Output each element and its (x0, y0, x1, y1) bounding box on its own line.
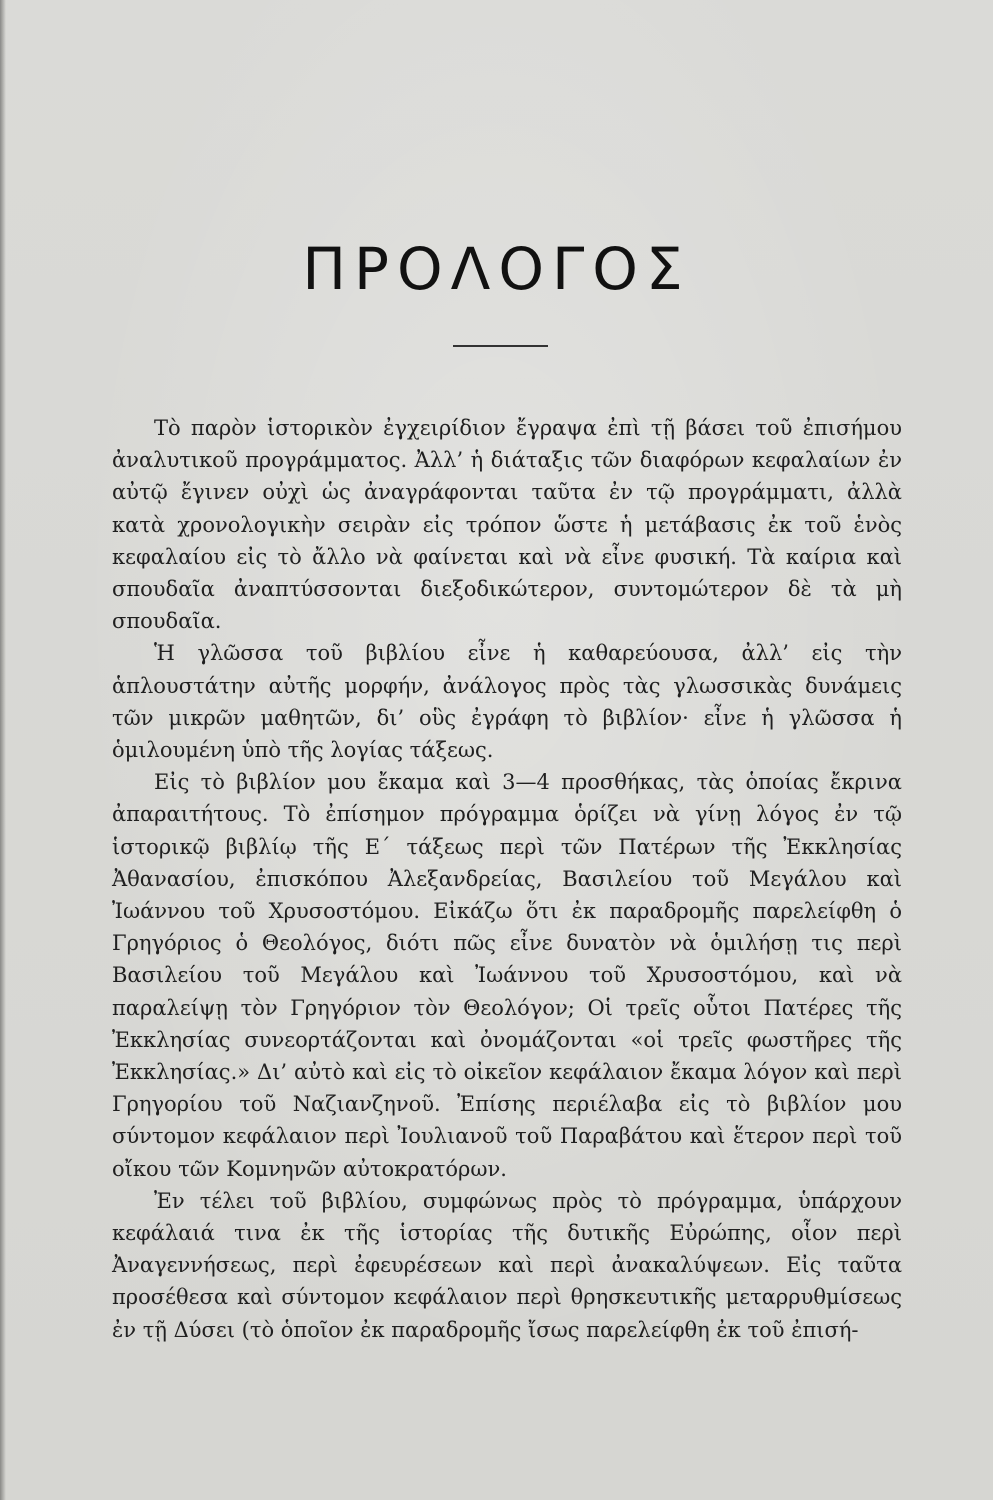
paragraph-2: Ἡ γλῶσσα τοῦ βιβλίου εἶνε ἡ καθαρεύουσα, ἀλλ’ εἰς τὴν ἁπλουστάτην αὐτῆς μορφήν, ἀνάλογος πρὸς τὰς γλωσσικὰς δυνάμεις τῶν μικρῶν μαθητῶν, δι’ οὓς ἐγράφη τὸ βιβλίον· εἶνε ἡ γλῶσσα ἡ ὁμιλουμένη ὑπὸ τῆς λογίας τάξεως. (112, 641, 902, 763)
paragraph-3: Εἰς τὸ βιβλίον μου ἔκαμα καὶ 3—4 προσθήκας, τὰς ὁποίας ἔκρινα ἀπαραιτήτους. Τὸ ἐπίσημον πρόγραμμα ὁρίζει νὰ γίνῃ λόγος ἐν τῷ ἱστορικῷ βιβλίῳ τῆς Ε΄ τάξεως περὶ τῶν Πατέρων τῆς Ἐκκλησίας Ἀθανασίου, ἐπισκόπου Ἀλεξανδρείας, Βασιλείου τοῦ Μεγάλου καὶ Ἰωάννου τοῦ Χρυσοστόμου. Εἰκάζω ὅτι ἐκ παραδρομῆς παρελείφθη ὁ Γρηγόριος ὁ Θεολόγος, διότι πῶς εἶνε δυνατὸν νὰ ὁμιλήσῃ τις περὶ Βασιλείου τοῦ Μεγάλου καὶ Ἰωάννου τοῦ Χρυσοστόμου, καὶ νὰ παραλείψῃ τὸν Γρηγόριον τὸν Θεολόγον; Οἱ τρεῖς οὗτοι Πατέρες τῆς Ἐκκλησίας συνεορτάζονται καὶ ὀνομάζονται «οἱ τρεῖς φωστῆρες τῆς Ἐκκλησίας.» Δι’ αὐτὸ καὶ εἰς τὸ οἰκεῖον κεφάλαιον ἔκαμα λόγον καὶ περὶ Γρηγορίου τοῦ Ναζιανζηνοῦ. Ἐπίσης περιέλαβα εἰς τὸ βιβλίον μου σύντομον κεφάλαιον περὶ Ἰουλιανοῦ τοῦ Παραβάτου καὶ ἕτερον περὶ τοῦ οἴκου τῶν Κομνηνῶν αὐτοκρατόρων. (112, 770, 902, 1181)
page-left-edge-shadow (0, 0, 6, 1500)
page-title: ΠΡΟΛΟΓΟΣ (302, 235, 691, 303)
paragraph-4: Ἐν τέλει τοῦ βιβλίου, συμφώνως πρὸς τὸ πρόγραμμα, ὑπάρχουν κεφάλαιά τινα ἐκ τῆς ἱστορίας τῆς δυτικῆς Εὐρώπης, οἷον περὶ Ἀναγεννήσεως, περὶ ἐφευρέσεων καὶ περὶ ἀνακαλύψεων. Εἰς ταῦτα προσέθεσα καὶ σύντομον κεφάλαιον περὶ θρησκευτικῆς μεταρρυθμίσεως ἐν τῇ Δύσει (τὸ ὁποῖον ἐκ παραδρομῆς ἴσως παρελείφθη ἐκ τοῦ ἐπισή- (112, 1188, 902, 1342)
preface-body (112, 412, 902, 1346)
title-divider (453, 345, 548, 347)
paragraph-1: Τὸ παρὸν ἱστορικὸν ἐγχειρίδιον ἔγραψα ἐπὶ τῇ βάσει τοῦ ἐπισήμου ἀναλυτικοῦ προγράμματος. Ἀλλ’ ἡ διάταξις τῶν διαφόρων κεφαλαίων ἐν αὐτῷ ἔγινεν οὐχὶ ὡς ἀναγράφονται ταῦτα ἐν τῷ προγράμματι, ἀλλὰ κατὰ χρονολογικὴν σειρὰν εἰς τρόπον ὥστε ἡ μετάβασις ἐκ τοῦ ἑνὸς κεφαλαίου εἰς τὸ ἄλλο νὰ φαίνεται καὶ νὰ εἶνε φυσική. Τὰ καίρια καὶ σπουδαῖα ἀναπτύσσονται διεξοδικώτερον, συντομώτερον δὲ τὰ μὴ σπουδαῖα. (112, 416, 902, 634)
